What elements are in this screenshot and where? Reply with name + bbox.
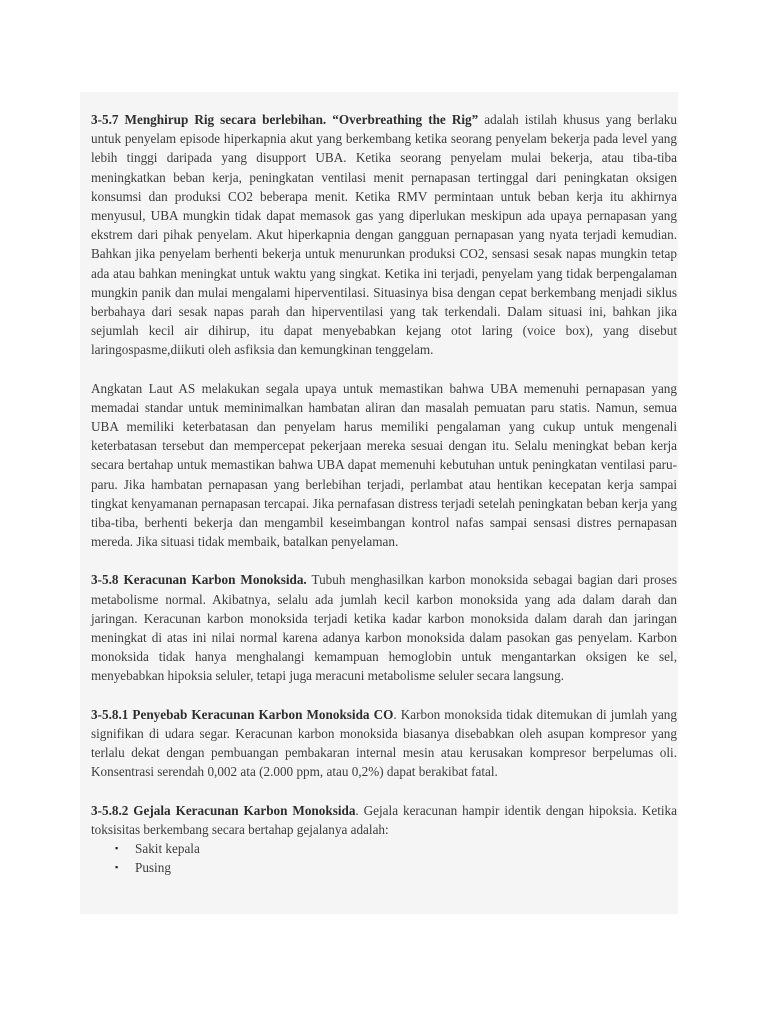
square-bullet-icon: ▪ xyxy=(115,842,119,853)
list-item xyxy=(115,858,677,877)
text-3-5-8-2: . Gejala keracunan hampir identik dengan hipoksia. Ketika toksisitas berkembang secara bertahap gejalanya adalah: xyxy=(91,802,677,837)
paragraph-3-5-7 xyxy=(91,110,677,360)
list-item xyxy=(115,839,677,858)
symptom-list xyxy=(91,839,677,877)
paragraph-3-5-8-2 xyxy=(91,801,677,839)
heading-3-5-8-2: 3-5.8.2 Gejala Keracunan Karbon Monoksida xyxy=(91,802,356,818)
list-item-text: Pusing xyxy=(135,860,171,876)
text-3-5-7: adalah istilah khusus yang berlaku untuk penyelam episode hiperkapnia akut yang berkembang ketika seorang penyelam bekerja pada level yang lebih tinggi daripada yang disupport UBA. Ketika seorang penyelam mulai bekerja, atau tiba-tiba meningkatkan beban kerja, peningkatan ventilasi menit pernapasan tertinggal dari peningkatan oksigen konsumsi dan produksi CO2 beberapa menit. Ketika RMV permintaan untuk beban kerja itu akhirnya menyusul, UBA mungkin tidak dapat memasok gas yang diperlukan meskipun ada upaya pernapasan yang ekstrem dari pihak penyelam. Akut hiperkapnia dengan gangguan pernapasan yang nyata terjadi kemudian. Bahkan jika penyelam berhenti bekerja untuk menurunkan produksi CO2, sensasi sesak napas mungkin tetap ada atau bahkan meningkat untuk waktu yang singkat. Ketika ini terjadi, penyelam yang tidak berpengalaman mungkin panik dan mulai mengalami hiperventilasi. Situasinya bisa dengan cepat berkembang menjadi siklus berbahaya dari sesak napas parah dan hiperventilasi yang tak terkendali. Dalam situasi ini, bahkan jika sejumlah kecil air dihirup, itu dapat menyebabkan kejang otot laring (voice box), yang disebut laringospasme,diikuti oleh asfiksia dan kemungkinan tenggelam. xyxy=(91,112,677,358)
list-item-text: Sakit kepala xyxy=(135,840,200,856)
heading-3-5-7: 3-5.7 Menghirup Rig secara berlebihan. “Overbreathing the Rig” xyxy=(91,112,479,127)
text-3-5-8-1: . Karbon monoksida tidak ditemukan di jumlah yang signifikan di udara segar. Keracunan karbon monoksida biasanya disebabkan oleh asupan kompresor yang terlalu dekat dengan pembuangan pembakaran internal mesin atau kerusakan kompresor berpelumas oli. Konsentrasi serendah 0,002 ata (2.000 ppm, atau 0,2%) dapat berakibat fatal. xyxy=(91,706,677,780)
paragraph-navy-uba: Angkatan Laut AS melakukan segala upaya untuk memastikan bahwa UBA memenuhi pernapasan yang memadai standar untuk meminimalkan hambatan aliran dan masalah pemuatan paru statis. Namun, semua UBA memiliki keterbatasan dan penyelam harus memiliki pengalaman yang cukup untuk mengenali keterbatasan tersebut dan mempercepat pekerjaan mereka sesuai dengan itu. Selalu meningkat beban kerja secara bertahap untuk memastikan bahwa UBA dapat memenuhi kebutuhan untuk peningkatan ventilasi paru-paru. Jika hambatan pernapasan yang berlebihan terjadi, perlambat atau hentikan kecepatan kerja sampai tingkat kenyamanan pernapasan tercapai. Jika pernafasan distress terjadi setelah peningkatan beban kerja yang tiba-tiba, berhenti bekerja dan mengambil keseimbangan kontrol nafas sampai sensasi distres pernapasan mereda. Jika situasi tidak membaik, batalkan penyelaman. xyxy=(91,380,677,550)
document-content xyxy=(91,110,677,877)
heading-3-5-8: 3-5.8 Keracunan Karbon Monoksida. xyxy=(91,572,307,588)
heading-3-5-8-1: 3-5.8.1 Penyebab Keracunan Karbon Monoksida CO xyxy=(91,706,394,722)
square-bullet-icon: ▪ xyxy=(115,862,119,873)
paragraph-3-5-8-1 xyxy=(91,705,677,782)
paragraph-3-5-8 xyxy=(91,570,677,685)
text-3-5-8: Tubuh menghasilkan karbon monoksida sebagai bagian dari proses metabolisme normal. Akibatnya, selalu ada jumlah kecil karbon monoksida yang ada dalam darah dan jaringan. Keracunan karbon monoksida terjadi ketika kadar karbon monoksida dalam darah dan jaringan meningkat di atas ini nilai normal karena adanya karbon monoksida dalam pasokan gas penyelam. Karbon monoksida tidak hanya menghalangi kemampuan hemoglobin untuk mengantarkan oksigen ke sel, menyebabkan hipoksia seluler, tetapi juga meracuni metabolisme seluler secara langsung. xyxy=(91,572,677,684)
